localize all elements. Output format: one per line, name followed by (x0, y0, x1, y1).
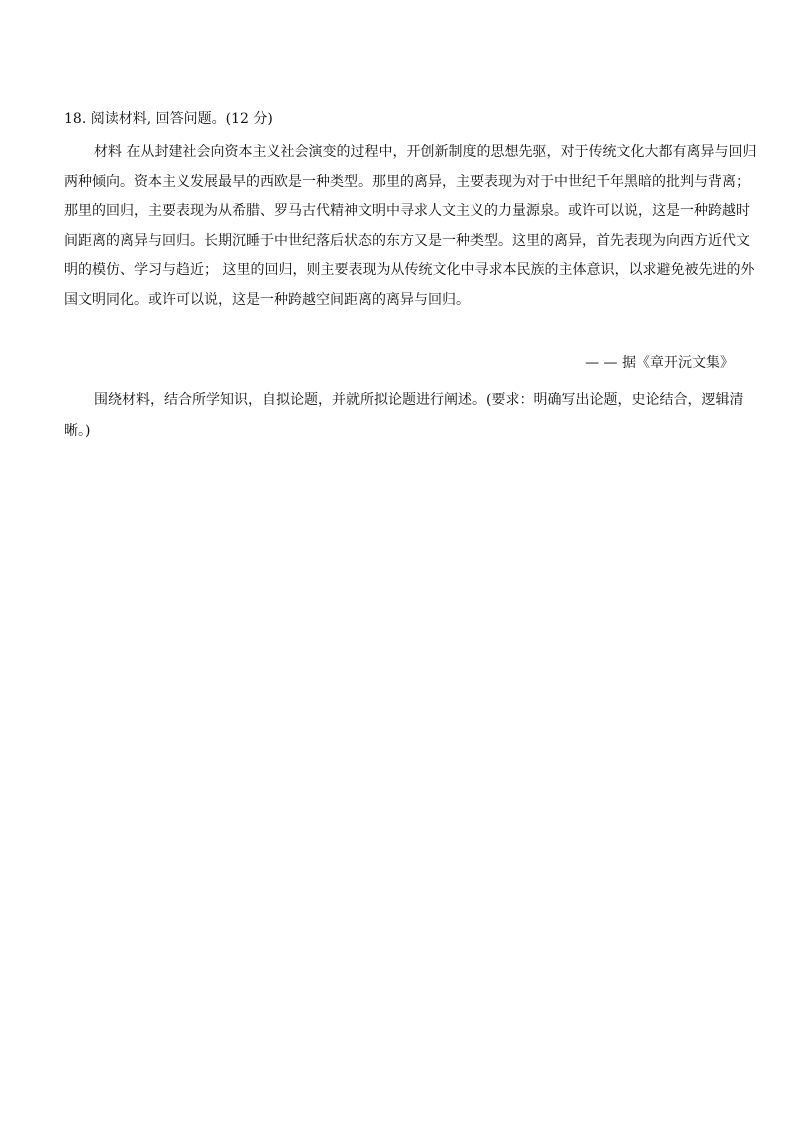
material-source: — — 据《章开沅文集》 (585, 355, 734, 371)
material-line: 国文明同化。或许可以说，这是一种跨越空间距离的离异与回归。 (64, 291, 470, 308)
material-passage (64, 138, 757, 316)
task-line: 晰。) (64, 423, 91, 439)
task-line: 围绕材料，结合所学知识，自拟论题，并就所拟论题进行阐述。(要求：明确写出论题，史论结合，逻辑清 (94, 392, 744, 408)
material-line: 材料 在从封建社会向资本主义社会演变的过程中，开创新制度的思想先驱，对于传统文化大都有离异与回归 (94, 144, 757, 160)
task-instructions (64, 385, 746, 447)
question-header: 18. 阅读材料, 回答问题。(12 分) (64, 111, 273, 127)
material-line: 明的模仿、学习与趋近； 这里的回归，则主要表现为从传统文化中寻求本民族的主体意识，以求避免被先进的外 (64, 262, 755, 279)
material-line: 那里的回归，主要表现为从希腊、罗马古代精神文明中寻求人文主义的力量源泉。或许可以说，这是一种跨越时 (64, 203, 750, 220)
material-line: 间距离的离异与回归。长期沉睡于中世纪落后状态的东方又是一种类型。这里的离异，首先表现为向西方近代文 (64, 232, 750, 249)
material-line: 两种倾向。资本主义发展最早的西欧是一种类型。那里的离异，主要表现为对于中世纪千年黑暗的批判与背离； (64, 173, 750, 190)
